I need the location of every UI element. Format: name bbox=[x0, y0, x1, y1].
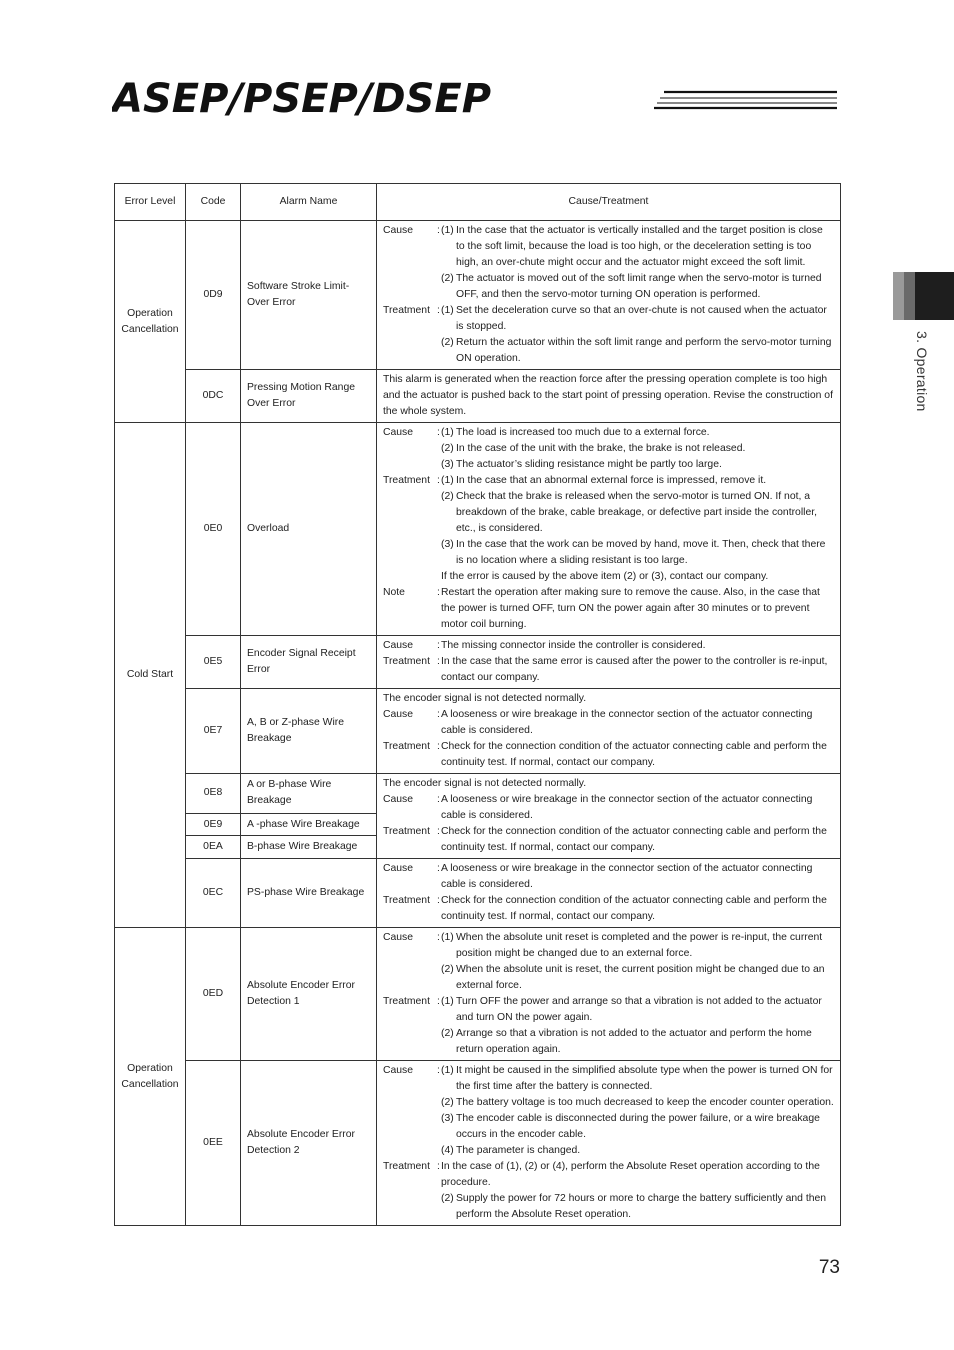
code-cell: 0EA bbox=[186, 836, 241, 859]
detail-item-row bbox=[437, 962, 834, 994]
detail-item-number: (2) bbox=[441, 964, 454, 975]
detail-item-number: (3) bbox=[441, 539, 454, 550]
cause-treatment-cell bbox=[377, 221, 841, 370]
detail-item-number: (1) bbox=[441, 305, 454, 316]
code-cell: 0ED bbox=[186, 928, 241, 1061]
alarm-name-cell: Encoder Signal Receipt Error bbox=[241, 636, 377, 689]
detail-item-row: : A looseness or wire breakage in the connector section of the actuator connecting cable is considered. bbox=[437, 792, 834, 824]
detail-item bbox=[437, 1095, 834, 1111]
detail-line bbox=[383, 1063, 834, 1095]
alarm-name-cell: Absolute Encoder Error Detection 2 bbox=[241, 1061, 377, 1226]
detail-label: Treatment bbox=[383, 475, 430, 486]
alarm-name-cell: Absolute Encoder Error Detection 1 bbox=[241, 928, 377, 1061]
detail-item-number: (1) bbox=[441, 475, 454, 486]
detail-line bbox=[383, 638, 834, 654]
detail-item bbox=[437, 930, 834, 962]
detail-item-text: Supply the power for 72 hours or more to charge the battery sufficiently and then perform the Absolute Reset operation. bbox=[456, 1193, 827, 1220]
detail-item-row: : Check for the connection condition of the actuator connecting cable and perform the continuity test. If normal, contact our company. bbox=[437, 739, 834, 771]
detail-line bbox=[383, 1026, 834, 1058]
detail-item-row: : (1) It might be caused in the simplified absolute type when the power is turned ON for the first time after the battery is connected. bbox=[437, 1063, 834, 1095]
cause-treatment-cell bbox=[377, 370, 841, 423]
detail-item bbox=[437, 569, 834, 585]
detail-item-text: A looseness or wire breakage in the connector section of the actuator connecting cable is considered. bbox=[441, 709, 813, 736]
detail-label bbox=[383, 962, 437, 994]
detail-item bbox=[437, 1143, 834, 1159]
code-cell: 0E0 bbox=[186, 423, 241, 636]
detail-line bbox=[383, 930, 834, 962]
cause-treatment-cell bbox=[377, 689, 841, 774]
alarm-name-cell: PS-phase Wire Breakage bbox=[241, 859, 377, 928]
detail-line bbox=[383, 457, 834, 473]
detail-line bbox=[383, 335, 834, 367]
logo-text: ASEP/PSEP/DSEP bbox=[112, 76, 492, 122]
detail-label: Cause bbox=[383, 932, 414, 943]
detail-line bbox=[383, 861, 834, 893]
cause-treatment-cell bbox=[377, 1061, 841, 1226]
table-body bbox=[115, 221, 841, 1226]
detail-label: Cause bbox=[383, 709, 414, 720]
detail-label: Note bbox=[383, 587, 405, 598]
detail-line bbox=[383, 1111, 834, 1143]
detail-line bbox=[383, 1143, 834, 1159]
table-row bbox=[115, 423, 841, 636]
detail-item bbox=[437, 1191, 834, 1223]
detail-line bbox=[383, 271, 834, 303]
detail-item-row bbox=[437, 537, 834, 569]
detail-item-number: (2) bbox=[441, 1193, 454, 1204]
alarm-name-cell: Pressing Motion Range Over Error bbox=[241, 370, 377, 423]
detail-item-text: Turn OFF the power and arrange so that a vibration is not added to the actuator and turn ON the power again. bbox=[456, 996, 822, 1023]
detail-item bbox=[437, 1111, 834, 1143]
alarm-name-cell: B-phase Wire Breakage bbox=[241, 836, 377, 859]
detail-line bbox=[383, 893, 834, 925]
detail-item-row: : (1) Set the deceleration curve so that an over-chute is not caused when the actuator is stopped. bbox=[437, 303, 834, 335]
detail-item-row bbox=[437, 1111, 834, 1143]
detail-item-number: (3) bbox=[441, 459, 454, 470]
detail-item-row: : A looseness or wire breakage in the connector section of the actuator connecting cable is considered. bbox=[437, 707, 834, 739]
detail-label: Cause bbox=[383, 794, 414, 805]
detail-label: Cause bbox=[383, 225, 414, 236]
detail-item bbox=[437, 335, 834, 367]
detail-line bbox=[383, 824, 834, 856]
detail-item-text: It might be caused in the simplified absolute type when the power is turned ON for the first time after the battery is connected. bbox=[456, 1065, 833, 1092]
detail-label: Cause bbox=[383, 863, 414, 874]
detail-item-row bbox=[437, 1143, 834, 1159]
detail-item-text: The battery voltage is too much decreased to keep the encoder counter operation. bbox=[456, 1097, 834, 1108]
detail-label: Treatment bbox=[383, 996, 430, 1007]
detail-item-number: (1) bbox=[441, 1065, 454, 1076]
code-cell: 0E8 bbox=[186, 774, 241, 814]
detail-item-text: The actuator is moved out of the soft limit range when the servo-motor is turned OFF, and then the servo-motor turning ON operation is performed. bbox=[456, 273, 822, 300]
cause-treatment-cell bbox=[377, 423, 841, 636]
error-level-cell: Cold Start bbox=[115, 423, 186, 928]
detail-item-row: : The missing connector inside the controller is considered. bbox=[437, 638, 834, 654]
detail-line bbox=[383, 425, 834, 441]
detail-line bbox=[383, 1095, 834, 1111]
detail-item-number: (1) bbox=[441, 427, 454, 438]
detail-item bbox=[437, 994, 834, 1026]
detail-line bbox=[383, 707, 834, 739]
detail-label bbox=[383, 1143, 437, 1159]
detail-item-text: Restart the operation after making sure to remove the cause. Also, in the case that the power is turned OFF, turn ON the power again after 30 minutes or to prevent motor coil burning. bbox=[441, 587, 820, 630]
detail-item-text: In the case of (1), (2) or (4), perform the Absolute Reset operation according to the procedure. bbox=[441, 1161, 820, 1188]
detail-item-row bbox=[437, 1191, 834, 1223]
detail-item-number: (2) bbox=[441, 1097, 454, 1108]
detail-line bbox=[383, 739, 834, 771]
detail-item-text: In the case that the same error is caused after the power to the controller is re-input, contact our company. bbox=[441, 656, 828, 683]
cause-treatment-cell bbox=[377, 859, 841, 928]
detail-label bbox=[383, 457, 437, 473]
code-cell: 0DC bbox=[186, 370, 241, 423]
header-code: Code bbox=[186, 184, 241, 221]
detail-item bbox=[437, 707, 834, 739]
detail-line bbox=[383, 654, 834, 686]
detail-item bbox=[437, 457, 834, 473]
code-cell: 0D9 bbox=[186, 221, 241, 370]
detail-item-number: (1) bbox=[441, 225, 454, 236]
detail-item bbox=[437, 223, 834, 271]
detail-item-text: Check that the brake is released when the servo-motor is turned ON. If not, a breakdown of the brake, cable breakage, or defective part inside the controller, etc., is considered. bbox=[456, 491, 818, 534]
detail-item-text: Check for the connection condition of the actuator connecting cable and perform the continuity test. If normal, contact our company. bbox=[441, 741, 827, 768]
detail-item-text: The encoder cable is disconnected during the power failure, or a wire breakage occurs in the encoder cable. bbox=[456, 1113, 820, 1140]
detail-item-text: If the error is caused by the above item (2) or (3), contact our company. bbox=[441, 571, 769, 582]
detail-label bbox=[383, 569, 437, 585]
detail-label: Treatment bbox=[383, 656, 430, 667]
detail-item bbox=[437, 537, 834, 569]
detail-item bbox=[437, 303, 834, 335]
detail-item-text: The parameter is changed. bbox=[456, 1145, 581, 1156]
table-row bbox=[115, 370, 841, 423]
detail-label bbox=[383, 489, 437, 537]
detail-label bbox=[383, 1191, 437, 1223]
detail-item-row: : Check for the connection condition of the actuator connecting cable and perform the continuity test. If normal, contact our company. bbox=[437, 824, 834, 856]
detail-item-text: In the case that an abnormal external force is impressed, remove it. bbox=[456, 475, 767, 486]
detail-line bbox=[383, 537, 834, 569]
detail-item-number: (4) bbox=[441, 1145, 454, 1156]
cause-treatment-cell bbox=[377, 774, 841, 859]
detail-line bbox=[383, 489, 834, 537]
detail-label: Treatment bbox=[383, 1161, 430, 1172]
table-row bbox=[115, 221, 841, 370]
detail-label: Treatment bbox=[383, 741, 430, 752]
table-row bbox=[115, 928, 841, 1061]
detail-item-row: : (1) Turn OFF the power and arrange so that a vibration is not added to the actuator and turn ON the power again. bbox=[437, 994, 834, 1026]
product-logo bbox=[112, 74, 842, 122]
detail-item-row: : (1) The load is increased too much due to a external force. bbox=[437, 425, 834, 441]
detail-item bbox=[437, 489, 834, 537]
detail-item bbox=[437, 473, 834, 489]
cause-treatment-cell bbox=[377, 636, 841, 689]
detail-text: This alarm is generated when the reaction force after the pressing operation complete is too high and the actuator is pushed back to the start point of pressing operation. Revise the construction of the whole system. bbox=[383, 374, 833, 417]
detail-line bbox=[383, 962, 834, 994]
detail-line bbox=[383, 223, 834, 271]
alarm-name-cell: A or B-phase Wire Breakage bbox=[241, 774, 377, 814]
detail-item bbox=[437, 585, 834, 633]
chapter-tab-label: 3. Operation bbox=[914, 331, 930, 412]
detail-item-text: Check for the connection condition of the actuator connecting cable and perform the continuity test. If normal, contact our company. bbox=[441, 826, 827, 853]
page-number: 73 bbox=[818, 1257, 840, 1278]
detail-label bbox=[383, 1095, 437, 1111]
detail-item-row bbox=[437, 489, 834, 537]
detail-item bbox=[437, 1159, 834, 1191]
detail-item-row bbox=[437, 1095, 834, 1111]
detail-item-row: : In the case that the same error is caused after the power to the controller is re-input, contact our company. bbox=[437, 654, 834, 686]
detail-item-row: : A looseness or wire breakage in the connector section of the actuator connecting cable is considered. bbox=[437, 861, 834, 893]
detail-item-number: (2) bbox=[441, 337, 454, 348]
detail-item-text: When the absolute unit reset is completed and the power is re-input, the current position might be changed due to an external force. bbox=[456, 932, 823, 959]
detail-item-row: : (1) In the case that the actuator is vertically installed and the target position is close to the soft limit, because the load is too high, or the deceleration setting is too high, an over-chute might occur and the actuator might exceed the soft limit. bbox=[437, 223, 834, 271]
detail-item-row bbox=[437, 569, 834, 585]
detail-lead: The encoder signal is not detected normally. bbox=[383, 778, 587, 789]
detail-item-row: : (1) When the absolute unit reset is completed and the power is re-input, the current position might be changed due to an external force. bbox=[437, 930, 834, 962]
detail-line bbox=[383, 569, 834, 585]
detail-item-row bbox=[437, 1026, 834, 1058]
code-cell: 0E9 bbox=[186, 813, 241, 836]
detail-item-row: : Restart the operation after making sure to remove the cause. Also, in the case that the power is turned OFF, turn ON the power again after 30 minutes or to prevent motor coil burning. bbox=[437, 585, 834, 633]
alarm-name-cell: A, B or Z-phase Wire Breakage bbox=[241, 689, 377, 774]
detail-item-number: (2) bbox=[441, 273, 454, 284]
detail-item bbox=[437, 654, 834, 686]
alarm-name-cell: Software Stroke Limit-Over Error bbox=[241, 221, 377, 370]
detail-item bbox=[437, 824, 834, 856]
detail-line bbox=[383, 585, 834, 633]
detail-item bbox=[437, 441, 834, 457]
error-table bbox=[114, 183, 841, 1226]
chapter-tab-marker bbox=[893, 272, 954, 320]
detail-item-number: (3) bbox=[441, 1113, 454, 1124]
header-error-level: Error Level bbox=[115, 184, 186, 221]
detail-label: Cause bbox=[383, 1065, 414, 1076]
error-level-cell: Operation Cancellation bbox=[115, 221, 186, 423]
table-row bbox=[115, 859, 841, 928]
detail-item-row: : Check for the connection condition of the actuator connecting cable and perform the continuity test. If normal, contact our company. bbox=[437, 893, 834, 925]
detail-label bbox=[383, 537, 437, 569]
code-cell: 0E7 bbox=[186, 689, 241, 774]
detail-item bbox=[437, 271, 834, 303]
detail-item bbox=[437, 425, 834, 441]
code-cell: 0E5 bbox=[186, 636, 241, 689]
table-row bbox=[115, 689, 841, 774]
detail-label bbox=[383, 271, 437, 303]
detail-item-text: Set the deceleration curve so that an over-chute is not caused when the actuator is stopped. bbox=[456, 305, 827, 332]
detail-line bbox=[383, 303, 834, 335]
detail-item-number: (2) bbox=[441, 491, 454, 502]
detail-item-row bbox=[437, 335, 834, 367]
detail-item bbox=[437, 1063, 834, 1095]
detail-label bbox=[383, 1111, 437, 1143]
detail-line bbox=[383, 473, 834, 489]
detail-item-text: When the absolute unit is reset, the current position might be changed due to an external force. bbox=[456, 964, 825, 991]
detail-label bbox=[383, 335, 437, 367]
detail-line bbox=[383, 1191, 834, 1223]
detail-item-row: : (1) In the case that an abnormal external force is impressed, remove it. bbox=[437, 473, 834, 489]
alarm-name-cell: Overload bbox=[241, 423, 377, 636]
detail-item-text: The actuator’s sliding resistance might be partly too large. bbox=[456, 459, 722, 470]
detail-item-text: The load is increased too much due to a external force. bbox=[456, 427, 710, 438]
code-cell: 0EC bbox=[186, 859, 241, 928]
detail-line bbox=[383, 1159, 834, 1191]
detail-item bbox=[437, 739, 834, 771]
detail-item bbox=[437, 1026, 834, 1058]
logo-lines bbox=[654, 92, 837, 108]
detail-item-text: Return the actuator within the soft limit range and perform the servo-motor turning ON operation. bbox=[456, 337, 832, 364]
detail-label bbox=[383, 1026, 437, 1058]
detail-item-number: (1) bbox=[441, 932, 454, 943]
cause-treatment-cell bbox=[377, 928, 841, 1061]
detail-item-text: In the case that the actuator is vertically installed and the target position is close to the soft limit, because the load is too high, or the deceleration setting is too high, an over-chute might occur and the actuator might exceed the soft limit. bbox=[456, 225, 823, 268]
header-alarm-name: Alarm Name bbox=[241, 184, 377, 221]
header-cause-treatment: Cause/Treatment bbox=[377, 184, 841, 221]
detail-label: Treatment bbox=[383, 895, 430, 906]
detail-line bbox=[383, 792, 834, 824]
detail-item bbox=[437, 861, 834, 893]
detail-item-text: Arrange so that a vibration is not added to the actuator and perform the home return operation again. bbox=[456, 1028, 812, 1055]
detail-item-text: In the case that the work can be moved by hand, move it. Then, check that there is no location where a sliding resistant is too large. bbox=[456, 539, 826, 566]
detail-item-text: In the case of the unit with the brake, the brake is not released. bbox=[456, 443, 746, 454]
detail-item-text: A looseness or wire breakage in the connector section of the actuator connecting cable is considered. bbox=[441, 863, 813, 890]
detail-item bbox=[437, 792, 834, 824]
detail-item-number: (2) bbox=[441, 443, 454, 454]
detail-item bbox=[437, 962, 834, 994]
detail-lead: The encoder signal is not detected normally. bbox=[383, 693, 587, 704]
detail-item-text: The missing connector inside the controller is considered. bbox=[441, 640, 706, 651]
detail-label: Treatment bbox=[383, 826, 430, 837]
detail-label: Treatment bbox=[383, 305, 430, 316]
table-row bbox=[115, 774, 841, 814]
detail-item-text: A looseness or wire breakage in the connector section of the actuator connecting cable is considered. bbox=[441, 794, 813, 821]
code-cell: 0EE bbox=[186, 1061, 241, 1226]
detail-item-row bbox=[437, 271, 834, 303]
detail-label bbox=[383, 441, 437, 457]
detail-line bbox=[383, 994, 834, 1026]
detail-item bbox=[437, 638, 834, 654]
detail-item-number: (2) bbox=[441, 1028, 454, 1039]
table-header-row bbox=[115, 184, 841, 221]
table-row bbox=[115, 636, 841, 689]
detail-item-row bbox=[437, 457, 834, 473]
detail-line bbox=[383, 441, 834, 457]
detail-item-row: : In the case of (1), (2) or (4), perform the Absolute Reset operation according to the procedure. bbox=[437, 1159, 834, 1191]
alarm-name-cell: A -phase Wire Breakage bbox=[241, 813, 377, 836]
detail-item-row bbox=[437, 441, 834, 457]
detail-label: Cause bbox=[383, 427, 414, 438]
table-row bbox=[115, 1061, 841, 1226]
detail-item bbox=[437, 893, 834, 925]
detail-label: Cause bbox=[383, 640, 414, 651]
error-level-cell: Operation Cancellation bbox=[115, 928, 186, 1226]
detail-item-number: (1) bbox=[441, 996, 454, 1007]
detail-item-text: Check for the connection condition of the actuator connecting cable and perform the continuity test. If normal, contact our company. bbox=[441, 895, 827, 922]
